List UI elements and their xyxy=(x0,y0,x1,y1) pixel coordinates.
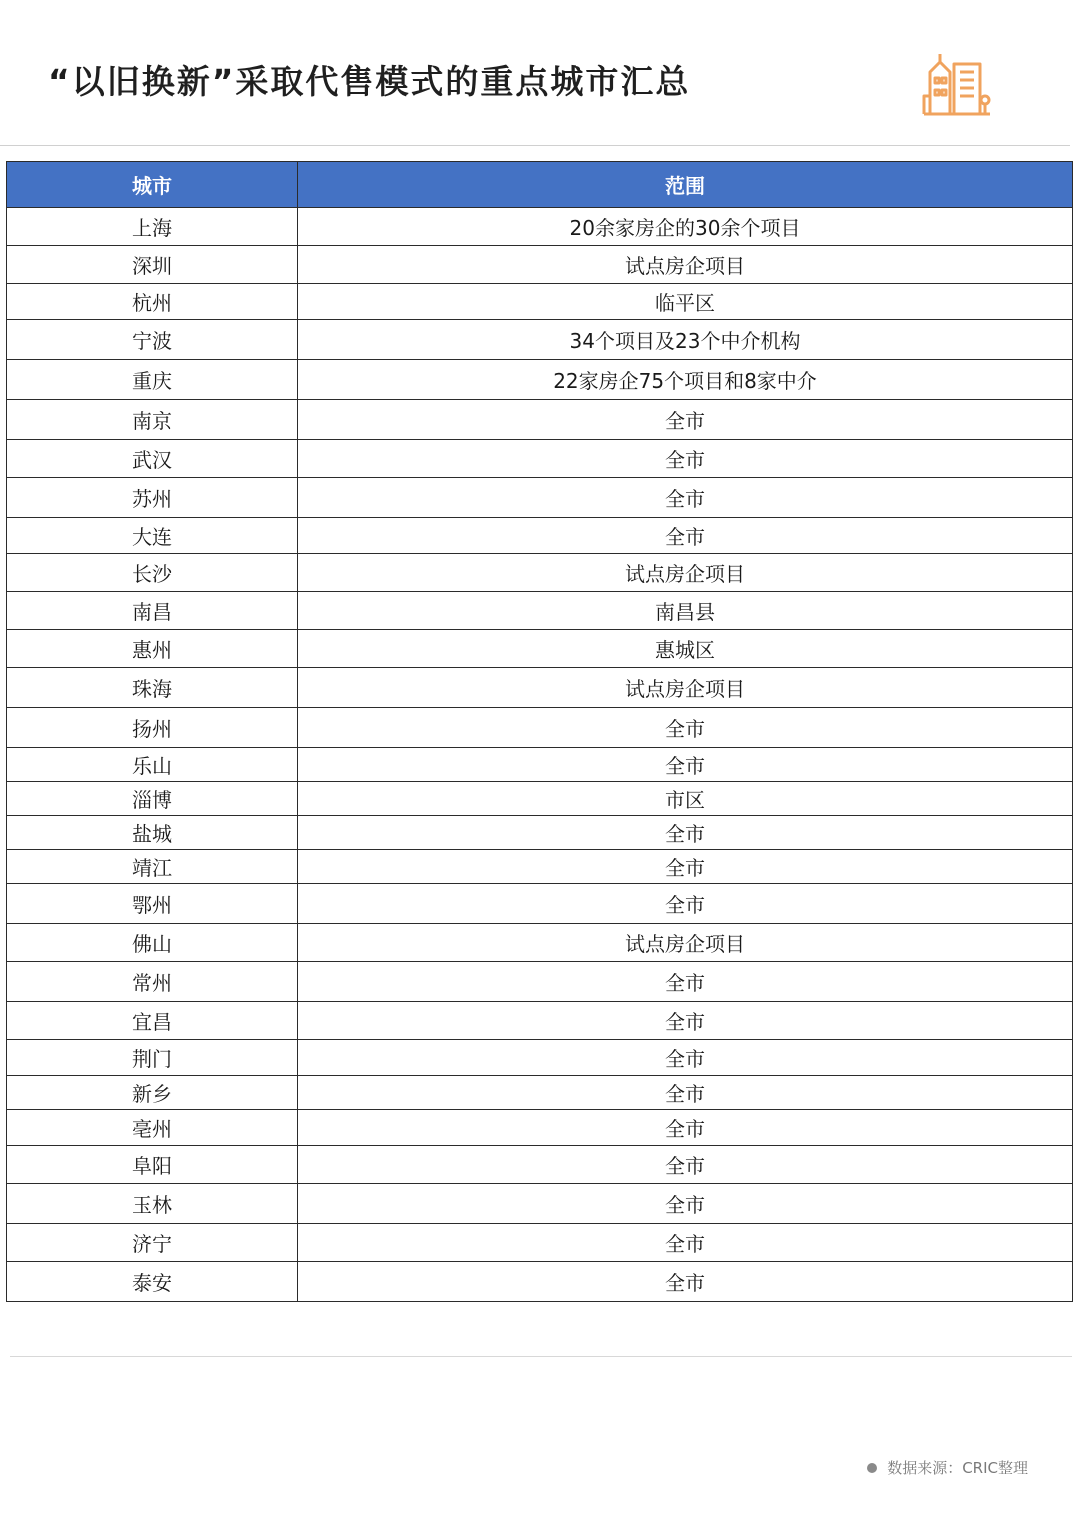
city-cell: 扬州 xyxy=(7,708,298,748)
scope-cell: 全市 xyxy=(298,440,1073,478)
scope-cell: 全市 xyxy=(298,400,1073,440)
table-row xyxy=(7,1002,1073,1040)
page-title: “以旧换新”采取代售模式的重点城市汇总 xyxy=(48,62,691,101)
scope-cell: 试点房企项目 xyxy=(298,668,1073,708)
city-cell: 淄博 xyxy=(7,782,298,816)
table-row xyxy=(7,320,1073,360)
city-cell: 珠海 xyxy=(7,668,298,708)
city-cell: 苏州 xyxy=(7,478,298,518)
scope-cell: 全市 xyxy=(298,1184,1073,1224)
table-row xyxy=(7,1184,1073,1224)
source-text: 数据来源：CRIC整理 xyxy=(887,1459,1028,1477)
table-row xyxy=(7,1146,1073,1184)
city-cell: 盐城 xyxy=(7,816,298,850)
city-cell: 佛山 xyxy=(7,924,298,962)
table-row xyxy=(7,1076,1073,1110)
scope-cell: 20余家房企的30余个项目 xyxy=(298,208,1073,246)
city-cell: 靖江 xyxy=(7,850,298,884)
scope-cell: 全市 xyxy=(298,962,1073,1002)
scope-cell: 市区 xyxy=(298,782,1073,816)
city-cell: 荆门 xyxy=(7,1040,298,1076)
source-note xyxy=(867,1457,1028,1478)
table-row xyxy=(7,592,1073,630)
scope-cell: 22家房企75个项目和8家中介 xyxy=(298,360,1073,400)
city-cell: 南昌 xyxy=(7,592,298,630)
column-header-city: 城市 xyxy=(7,162,298,208)
scope-cell: 全市 xyxy=(298,1040,1073,1076)
table-row xyxy=(7,668,1073,708)
table-row xyxy=(7,440,1073,478)
table-header-row xyxy=(7,162,1073,208)
table-row xyxy=(7,1224,1073,1262)
table-row xyxy=(7,284,1073,320)
city-cell: 亳州 xyxy=(7,1110,298,1146)
scope-cell: 南昌县 xyxy=(298,592,1073,630)
table-row xyxy=(7,708,1073,748)
bullet-dot-icon xyxy=(867,1463,877,1473)
table-row xyxy=(7,962,1073,1002)
city-cell: 阜阳 xyxy=(7,1146,298,1184)
scope-cell: 全市 xyxy=(298,1224,1073,1262)
scope-cell: 全市 xyxy=(298,884,1073,924)
table-row xyxy=(7,850,1073,884)
scope-cell: 全市 xyxy=(298,1262,1073,1302)
city-cell: 济宁 xyxy=(7,1224,298,1262)
city-cell: 惠州 xyxy=(7,630,298,668)
scope-cell: 34个项目及23个中介机构 xyxy=(298,320,1073,360)
city-cell: 常州 xyxy=(7,962,298,1002)
city-cell: 宜昌 xyxy=(7,1002,298,1040)
city-cell: 鄂州 xyxy=(7,884,298,924)
table-row xyxy=(7,1110,1073,1146)
table-row xyxy=(7,884,1073,924)
scope-cell: 全市 xyxy=(298,1076,1073,1110)
scope-cell: 全市 xyxy=(298,708,1073,748)
scope-cell: 试点房企项目 xyxy=(298,924,1073,962)
header-divider xyxy=(0,145,1070,146)
table-row xyxy=(7,748,1073,782)
scope-cell: 临平区 xyxy=(298,284,1073,320)
city-cell: 宁波 xyxy=(7,320,298,360)
city-cell: 乐山 xyxy=(7,748,298,782)
scope-cell: 试点房企项目 xyxy=(298,554,1073,592)
city-buildings-icon xyxy=(922,50,992,118)
city-cell: 上海 xyxy=(7,208,298,246)
city-cell: 玉林 xyxy=(7,1184,298,1224)
table-row xyxy=(7,360,1073,400)
scope-cell: 全市 xyxy=(298,1110,1073,1146)
scope-cell: 全市 xyxy=(298,478,1073,518)
scope-cell: 全市 xyxy=(298,816,1073,850)
scope-cell: 全市 xyxy=(298,748,1073,782)
city-cell: 重庆 xyxy=(7,360,298,400)
scope-cell: 全市 xyxy=(298,1002,1073,1040)
table-row xyxy=(7,630,1073,668)
table-row xyxy=(7,924,1073,962)
table-row xyxy=(7,554,1073,592)
table-row xyxy=(7,1040,1073,1076)
table-row xyxy=(7,518,1073,554)
city-cell: 泰安 xyxy=(7,1262,298,1302)
table-row xyxy=(7,400,1073,440)
scope-cell: 全市 xyxy=(298,850,1073,884)
table-row xyxy=(7,208,1073,246)
header xyxy=(0,0,1080,146)
city-cell: 大连 xyxy=(7,518,298,554)
city-cell: 新乡 xyxy=(7,1076,298,1110)
city-cell: 杭州 xyxy=(7,284,298,320)
city-table xyxy=(6,161,1073,1302)
scope-cell: 惠城区 xyxy=(298,630,1073,668)
scope-cell: 试点房企项目 xyxy=(298,246,1073,284)
city-cell: 武汉 xyxy=(7,440,298,478)
footer-divider xyxy=(10,1356,1072,1357)
column-header-scope: 范围 xyxy=(298,162,1073,208)
table-row xyxy=(7,782,1073,816)
table-row xyxy=(7,478,1073,518)
city-cell: 深圳 xyxy=(7,246,298,284)
table-row xyxy=(7,816,1073,850)
table-row xyxy=(7,1262,1073,1302)
city-cell: 南京 xyxy=(7,400,298,440)
scope-cell: 全市 xyxy=(298,1146,1073,1184)
table-row xyxy=(7,246,1073,284)
city-cell: 长沙 xyxy=(7,554,298,592)
scope-cell: 全市 xyxy=(298,518,1073,554)
